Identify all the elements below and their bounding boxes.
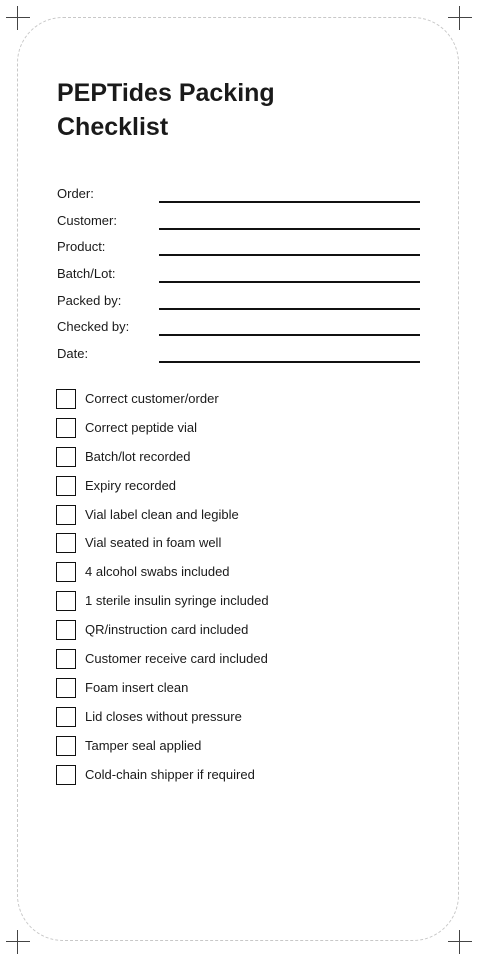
crop-mark-bottom-right-h xyxy=(448,941,472,942)
field-label: Date: xyxy=(57,346,89,362)
page-title: PEPTides Packing Checklist xyxy=(57,79,275,141)
checkbox[interactable] xyxy=(56,707,76,727)
checklist-item xyxy=(56,532,426,561)
field-write-line[interactable] xyxy=(159,201,420,203)
field-row xyxy=(57,180,420,207)
checklist-item-label: Cold-chain shipper if required xyxy=(85,766,255,782)
checklist-item xyxy=(56,590,426,619)
checkbox[interactable] xyxy=(56,678,76,698)
checkbox[interactable] xyxy=(56,620,76,640)
checklist-item xyxy=(56,648,426,677)
checkbox[interactable] xyxy=(56,418,76,438)
checklist-item xyxy=(56,619,426,648)
field-row xyxy=(57,233,420,260)
checklist-item xyxy=(56,475,426,504)
field-write-line[interactable] xyxy=(159,308,420,310)
field-label: Product: xyxy=(57,239,106,255)
checklist-item xyxy=(56,706,426,735)
field-write-line[interactable] xyxy=(159,281,420,283)
checklist-item-label: Lid closes without pressure xyxy=(85,708,242,724)
checklist-item-label: Tamper seal applied xyxy=(85,737,202,753)
checkbox[interactable] xyxy=(56,447,76,467)
checklist-item-label: Foam insert clean xyxy=(85,679,189,695)
checklist-item xyxy=(56,561,426,590)
checklist-item-label: QR/instruction card included xyxy=(85,622,249,638)
checkbox[interactable] xyxy=(56,765,76,785)
field-label: Customer: xyxy=(57,212,117,228)
field-write-line[interactable] xyxy=(159,361,420,363)
crop-mark-bottom-right-v xyxy=(459,930,460,954)
checkbox[interactable] xyxy=(56,562,76,582)
checklist-item xyxy=(56,417,426,446)
field-row xyxy=(57,340,420,367)
checkbox[interactable] xyxy=(56,389,76,409)
crop-mark-top-left-v xyxy=(17,6,18,30)
checkbox[interactable] xyxy=(56,736,76,756)
field-row xyxy=(57,207,420,234)
checklist-item-label: Batch/lot recorded xyxy=(85,448,191,464)
checklist-item-label: 1 sterile insulin syringe included xyxy=(85,593,269,609)
crop-mark-top-right-v xyxy=(459,6,460,30)
checklist-item xyxy=(56,764,426,793)
crop-mark-top-left-h xyxy=(6,17,30,18)
checklist-item-label: Correct customer/order xyxy=(85,391,219,406)
field-write-line[interactable] xyxy=(159,254,420,256)
field-label: Order: xyxy=(57,186,94,201)
checklist-item-label: Correct peptide vial xyxy=(85,419,197,435)
field-write-line[interactable] xyxy=(159,228,420,230)
checkbox[interactable] xyxy=(56,591,76,611)
field-row xyxy=(57,260,420,287)
checklist-item xyxy=(56,388,426,417)
field-row xyxy=(57,287,420,314)
checkbox[interactable] xyxy=(56,533,76,553)
crop-mark-bottom-left-v xyxy=(17,930,18,954)
order-fields xyxy=(57,180,420,367)
field-label: Batch/Lot: xyxy=(57,266,116,282)
checklist-item xyxy=(56,677,426,706)
checkbox[interactable] xyxy=(56,476,76,496)
checklist-item-label: Vial seated in foam well xyxy=(85,535,222,551)
checklist-item xyxy=(56,504,426,533)
field-row xyxy=(57,313,420,340)
checklist-item-label: Vial label clean and legible xyxy=(85,506,239,522)
checklist-item-label: 4 alcohol swabs included xyxy=(85,564,230,580)
crop-mark-bottom-left-h xyxy=(6,941,30,942)
packing-checklist xyxy=(56,388,426,792)
field-label: Checked by: xyxy=(57,319,130,335)
crop-mark-top-right-h xyxy=(448,17,472,18)
checkbox[interactable] xyxy=(56,649,76,669)
checklist-item xyxy=(56,735,426,764)
checklist-item-label: Expiry recorded xyxy=(85,477,177,493)
checklist-item-label: Customer receive card included xyxy=(85,651,268,667)
field-label: Packed by: xyxy=(57,292,122,308)
checklist-item xyxy=(56,446,426,475)
field-write-line[interactable] xyxy=(159,334,420,336)
checkbox[interactable] xyxy=(56,505,76,525)
